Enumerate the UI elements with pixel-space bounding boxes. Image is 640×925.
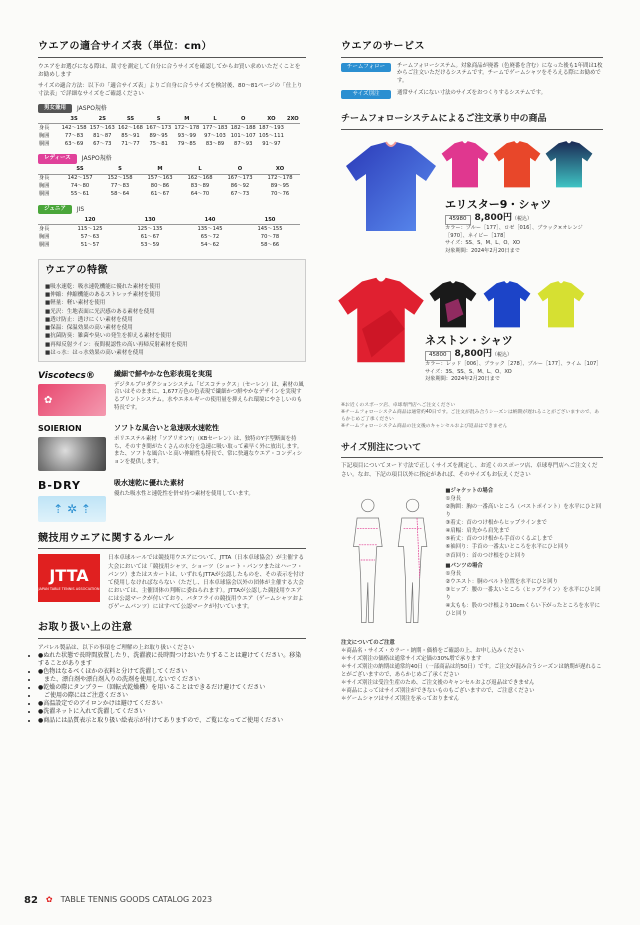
neston-sizes: サイズ：3S、SS、S、M、L、O、XO	[425, 368, 512, 375]
jacket-item: ⑥袖回り：手首の一番太いところを水平にひと回り	[445, 544, 569, 551]
page-number: 82	[24, 895, 38, 906]
size-cell: 80～86	[150, 183, 170, 190]
size-cell: 胸囲	[39, 183, 50, 190]
water-drop-icon: ⇡ ✲ ⇡	[38, 496, 106, 522]
handling-list	[38, 652, 306, 725]
size-cell: 57～63	[80, 233, 100, 240]
viscotecs-logo: Viscotecs® ✿	[38, 370, 106, 416]
size-row	[38, 174, 300, 183]
viscotecs-desc: デジタルプロダクションシステム「ビスコテックス」（セーレン）は、素材の風合いはそのままに、1,677万色の色表現で繊細かつ鮮やかなデザインを実現するプリントシステム。水やエネルギーの使用量を抑えられ環境にやさしいのも特長です。	[114, 381, 304, 412]
size-cell: 86～92	[230, 183, 250, 190]
size-cell: 83～89	[190, 183, 210, 190]
size-cell: 85～91	[121, 132, 140, 139]
size-cell: 172～178	[174, 124, 200, 131]
size-cell: 120	[60, 216, 120, 225]
jtta-logo: JTTA JAPAN TABLE TENNIS ASSOCIATION	[38, 554, 100, 602]
viscotecs-title: 繊細で鮮やかな色彩表現を実現	[114, 370, 212, 379]
size-cell: 157～163	[147, 175, 173, 182]
jacket-item: ⑦首回り：首のつけ根をひと回り	[445, 552, 526, 559]
men-size-block	[38, 104, 306, 148]
elister-code: 45980	[445, 215, 471, 224]
size-cell	[38, 166, 60, 175]
order-item: ＊商品名・サイズ・カラー・納期・価格をご確認の上、お申し込みください	[341, 647, 524, 654]
size-cell: 101～107	[230, 132, 256, 139]
size-cell: 2XO	[286, 115, 301, 124]
butterfly-icon: ✿	[44, 395, 53, 407]
size-cell: 83～89	[205, 140, 225, 147]
catalog-name: TABLE TENNIS GOODS CATALOG 2023	[60, 895, 213, 905]
elister-rose-shirt	[439, 138, 491, 190]
service-size-order	[341, 90, 603, 99]
pants-item: ①身長	[445, 570, 461, 577]
size-cell: 74～80	[70, 183, 90, 190]
size-cell: 67～73	[93, 140, 112, 147]
feature-item: ■再帰反射ライン：夜間視認性の高い再帰反射素材を使用	[45, 341, 188, 348]
size-row	[38, 233, 300, 241]
left-column	[38, 40, 306, 725]
size-cell: 135～145	[197, 225, 223, 232]
feature-item: ■光沢：生地表面に光沢感のある素材を使用	[45, 308, 155, 315]
elister-info	[445, 198, 603, 256]
size-row	[38, 241, 300, 249]
neston-info	[425, 334, 603, 385]
rule-title: 競技用ウエアに関するルール	[38, 532, 306, 550]
size-cell: S	[145, 115, 173, 124]
elister-sizes: サイズ：SS、S、M、L、O、XO	[445, 240, 520, 247]
size-cell: 58～66	[260, 241, 280, 248]
neston-name: ネストン・シャツ	[425, 333, 513, 347]
size-cell: 91～97	[262, 140, 281, 147]
men-standard: JASPO規格	[77, 104, 107, 112]
size-cell	[38, 115, 60, 124]
right-column	[341, 40, 603, 704]
handling-item: • ●商品には品質表示と取り扱い絵表示が付けてありますので、ご覧になってご使用ください	[38, 717, 306, 725]
handling-item: • ●洗濯ネットに入れて洗濯してください	[38, 708, 306, 716]
pants-item: ④太もも：股のつけ根より10cmくらい下がったところを水平にひと回り	[445, 603, 601, 618]
product-notes	[341, 402, 603, 431]
size-cell: 177～183	[202, 124, 228, 131]
elister-tax: （税込）	[511, 216, 532, 223]
size-header-row	[38, 216, 300, 225]
size-cell: 105～111	[258, 132, 284, 139]
size-cell: 162～168	[187, 175, 213, 182]
size-cell: 胸囲	[39, 233, 50, 240]
size-cell: 3S	[60, 115, 88, 124]
size-cell: M	[140, 166, 180, 175]
size-cell: O	[229, 115, 257, 124]
size-cell: 89～95	[270, 183, 290, 190]
size-cell: 胴囲	[39, 241, 50, 248]
handling-section	[38, 621, 306, 724]
ladies-standard: JASPO規格	[81, 155, 112, 163]
size-cell: 187～193	[258, 124, 284, 131]
feature-item: ■抗菌防臭：雑菌や臭いの発生を抑える素材を使用	[45, 333, 172, 340]
size-order-tag: サイズ別注	[341, 90, 391, 99]
size-cell: XO	[260, 166, 300, 175]
fiber-image	[38, 437, 106, 471]
size-header-row	[38, 115, 300, 124]
elister-blue-shirt	[341, 136, 441, 236]
handling-item: • ●高温設定でのアイロンかけは避けてください	[38, 700, 306, 708]
order-item: ＊商品によってはサイズ別注ができないものもございますので、ご注意ください	[341, 688, 535, 695]
size-cell: L	[180, 166, 220, 175]
size-cell: 145～155	[257, 225, 283, 232]
jacket-head: ■ジャケットの場合	[445, 487, 494, 494]
service-team-follow	[341, 63, 603, 86]
butterfly-logo-icon: ✿	[45, 895, 53, 905]
junior-size-table	[38, 216, 300, 249]
men-size-table	[38, 115, 300, 148]
pants-head: ■パンツの場合	[445, 562, 483, 569]
size-cell: 身長	[39, 225, 50, 232]
measure-area	[341, 485, 603, 635]
size-cell: 125～135	[137, 225, 163, 232]
size-cell: 89～95	[149, 132, 168, 139]
feature-item: ■軽量：軽い素材を使用	[45, 300, 106, 307]
size-cell: 55～61	[70, 191, 90, 198]
handling-intro: アパレル製品は、以下の事項をご理解の上お取り扱いください	[38, 644, 195, 651]
size-cell: 97～103	[204, 132, 226, 139]
neston-colors: カラー：レッド［006］、ブラック［278］、ブルー［177］、ライム［107］	[425, 360, 602, 367]
order-item: ＊サイズ別注の納期は通常約40日（一部商品は約50日）です。ご注文が混み合うシーズンは納期が遅れることがございますので、あらかじめご了承ください	[341, 663, 602, 679]
jacket-item: ③着丈：首のつけ根からヒップラインまで	[445, 520, 547, 527]
size-cell: 54～62	[200, 241, 220, 248]
feature-item: ■はっ水：はっ水効果の高い素材を使用	[45, 349, 144, 356]
elister-price: 8,800円	[474, 213, 512, 224]
neston-tax: （税込）	[491, 352, 512, 359]
custom-intro: 下記項目についてヌード寸法で正しくサイズを測定し、お近くのスポーツ店、卓球専門店へご注文ください。なお、下記の項目以外に指定があれば、そのサイズもお伝えください	[341, 463, 598, 478]
size-cell: 61～67	[150, 191, 170, 198]
size-cell: 142～157	[67, 175, 93, 182]
service-title: ウエアのサービス	[341, 40, 603, 58]
handling-title: お取り扱い上の注意	[38, 621, 306, 639]
neston-blue-shirt	[481, 278, 533, 330]
soierion-logo: SOIERION	[38, 424, 106, 471]
size-cell: 胴囲	[39, 191, 50, 198]
elister-name: エリスター9・シャツ	[445, 197, 552, 211]
soierion-desc: ポリエステル素材「ソアリオンY」（KBセーレン）は、独特のY字型断面を持ち、そのすき間がたくさんの水分を急速に吸い取って素早く外に放出します。また、ソフトな風合いと高い伸縮性も特長で、常に快適なウエア・コンディションを提供します。	[114, 435, 303, 466]
jacket-item: ②胸囲：胸の一番高いところ（バストポイント）を水平にひと回り	[445, 503, 602, 518]
size-cell: 身長	[39, 124, 50, 131]
product-title: チームフォローシステムによるご注文承り中の商品	[341, 113, 603, 129]
jacket-item: ⑤裄丈：首のつけ根から手首のくるぶしまで	[445, 536, 553, 543]
size-cell: 2S	[88, 115, 116, 124]
jacket-item: ①身長	[445, 495, 461, 502]
size-cell: 61～67	[140, 233, 160, 240]
size-table-title: ウエアの適合サイズ表（単位：cm）	[38, 40, 306, 58]
size-cell: 70～78	[260, 233, 280, 240]
neston-black-shirt	[427, 278, 479, 330]
team-follow-tag: チームフォロー	[341, 63, 391, 72]
ladies-badge: レディース	[38, 154, 77, 163]
neston-price: 8,800円	[454, 349, 492, 360]
elister-colors: カラー：ブルー［177］、ロゼ［016］、ブラック×オレンジ［970］、ネイビー［178］	[445, 224, 583, 239]
size-cell: 身長	[39, 175, 50, 182]
size-row	[38, 225, 300, 234]
size-cell	[286, 140, 301, 148]
neston-red-shirt	[331, 272, 431, 367]
size-cell: 70～76	[270, 191, 290, 198]
handling-item: • ご使用の際にはご注意ください	[38, 692, 306, 700]
size-order-text: 通常サイズにない寸法のサイズをおつくりするシステムです。	[397, 89, 547, 96]
size-cell: 172～178	[267, 175, 293, 182]
handling-item: • また、漂白剤や漂白剤入りの洗剤を使用しないでください	[38, 676, 306, 684]
size-cell: 150	[240, 216, 300, 225]
size-cell: 77～83	[64, 132, 84, 139]
features-list	[45, 283, 299, 357]
size-cell	[286, 124, 301, 133]
tech-soierion	[38, 424, 306, 471]
size-cell: 67～73	[230, 191, 250, 198]
body-diagram	[341, 485, 439, 635]
size-row	[38, 132, 300, 140]
jacket-list	[445, 495, 603, 560]
order-item: ＊サイズ別注は受注生産のため、ご注文後のキャンセルおよび返品はできません	[341, 680, 535, 687]
order-notes	[341, 639, 603, 704]
size-cell: 167～173	[146, 124, 172, 131]
pants-item: ③ヒップ：腰の一番太いところ（ヒップライン）を水平にひと回り	[445, 586, 601, 602]
size-cell: 115～125	[77, 225, 103, 232]
handling-item: • ●色物はなるべくほかの衣料と分けて洗濯してください	[38, 668, 306, 676]
features-box	[38, 259, 306, 362]
size-cell: 93～99	[177, 132, 197, 139]
junior-standard: JIS	[76, 205, 85, 213]
size-cell: 75～81	[149, 140, 168, 147]
size-cell: 58～64	[110, 191, 130, 198]
size-cell: XO	[257, 115, 285, 124]
bdry-desc: 優れた吸水性と速乾性を併せ持つ素材を使用しています。	[114, 490, 254, 497]
neston-code: 45800	[425, 351, 451, 360]
size-cell: 64～70	[190, 191, 210, 198]
rule-section	[38, 532, 306, 611]
feature-item: ■透け防止：透けにくい素材を使用	[45, 316, 133, 323]
size-cell: 65～72	[200, 233, 220, 240]
order-item: ＊サイズ別注の価格は通常サイズ定価の30%増で承ります	[341, 655, 482, 662]
neston-period: 対象期間：2024年2月20日まで	[425, 376, 500, 383]
order-item: ＊ゲームシャツはサイズ別注を承っておりません	[341, 696, 460, 703]
rule-text: 日本卓球ルールでは競技用ウエアについて、JTTA（日本卓球協会）が主催する大会においては「競技用シャツ、ショーツ（ショート・パンツまたはハーフ・パンツ）またはスカートは、いずれもJTTAが公認したものを、その表示を付けて使用しなければならない（ただし、日本卓球協会以外の団体が主催する大会においては、主催団体の判断に委ねられます）。JTTAが公認した競技用ウエアには公認マークが付いており、バタフライの競技用ウエア（ゲームシャツおよびゲームパンツ）にはすべて公認マークが付いています。	[108, 555, 305, 611]
size-row	[38, 140, 300, 148]
soierion-title: ソフトな風合いと急速吸水速乾性	[114, 424, 219, 433]
measure-list	[445, 485, 603, 635]
custom-title: サイズ別注について	[341, 442, 603, 458]
junior-size-block	[38, 205, 306, 249]
size-cell: 162～168	[117, 124, 143, 131]
size-cell: 51～57	[80, 241, 100, 248]
size-cell: 77～83	[110, 183, 130, 190]
feature-item: ■保温：保温効果の高い素材を使用	[45, 325, 133, 332]
bdry-title: 吸水速乾に優れた素材	[114, 479, 184, 488]
note-item: ※お近くのスポーツ店、卓球専門店へご注文ください	[341, 402, 456, 408]
size-cell: SS	[60, 166, 100, 175]
size-row	[38, 183, 300, 191]
elister-navy-shirt	[543, 138, 595, 190]
pants-item: ②ウエスト：胴のベルト位置を水平にひと回り	[445, 578, 559, 585]
size-cell: 182～188	[230, 124, 256, 131]
elister-period: 対象期間：2024年2月20日まで	[445, 248, 520, 255]
pants-list	[445, 570, 603, 619]
order-head: 注文についてのご注意	[341, 639, 395, 646]
bdry-logo: B-DRY ⇡ ✲ ⇡	[38, 479, 106, 522]
size-cell	[38, 216, 60, 225]
size-cell: 胴囲	[39, 140, 50, 147]
feature-item: ■伸縮：伸縮機能のあるストレッチ素材を使用	[45, 292, 161, 299]
page-footer	[24, 894, 212, 908]
handling-item: • ●ぬれた状態で長時間放置したり、洗濯液に長時間つけおいたりすることは避けてください。移染することがあります	[38, 652, 306, 668]
size-cell: 142～158	[61, 124, 87, 131]
jacket-item: ④肩幅：肩先から肩先まで	[445, 528, 510, 535]
size-cell: S	[100, 166, 140, 175]
size-cell: 157～163	[89, 124, 115, 131]
size-cell: 167～173	[227, 175, 253, 182]
handling-item: • ●乾燥の際にタンブラー（回転式乾燥機）を用いることはできるだけ避けてください	[38, 684, 306, 692]
size-header-row	[38, 166, 300, 175]
size-cell: 87～93	[234, 140, 253, 147]
size-cell: 63～69	[64, 140, 84, 147]
size-cell: 71～77	[121, 140, 140, 147]
neston-lime-shirt	[535, 278, 587, 330]
order-list	[341, 647, 603, 704]
viscotecs-swatch	[38, 384, 106, 416]
ladies-size-block	[38, 154, 306, 198]
size-cell: M	[173, 115, 201, 124]
size-row	[38, 191, 300, 199]
size-cell: 胸囲	[39, 132, 50, 139]
features-title: ウエアの特徴	[45, 265, 108, 277]
tech-bdry	[38, 479, 306, 522]
men-badge: 男女兼用	[38, 104, 72, 113]
size-cell: 81～87	[93, 132, 112, 139]
size-intro-1: ウエアをお選びになる際は、裁寸を測定して自分に合うサイズを確認してからお買い求めいただくことをお勧めします	[38, 63, 301, 78]
size-cell: O	[220, 166, 260, 175]
tech-viscotecs	[38, 370, 306, 416]
size-cell	[286, 132, 301, 140]
elister-orange-shirt	[491, 138, 543, 190]
feature-item: ■吸水速乾：吸水速乾機能に優れた素材を使用	[45, 283, 161, 290]
team-follow-text: チームフォローシステム。対象商品が廃番（色廃番を含む）になった後も1年間は1枚からご注文いただけるシステムです。チームでゲームシャツをそろえる際にお勧めです。	[397, 62, 603, 85]
size-cell: 152～158	[107, 175, 133, 182]
size-cell: SS	[116, 115, 144, 124]
note-item: ※チームフォローシステム商品は通常約40日です。ご注文が混み合うシーズンは納期が遅れることがございますので、あらかじめご了承ください	[341, 409, 600, 422]
note-item: ※チームフォローシステム商品の注文後のキャンセルおよび返品はできません	[341, 424, 508, 430]
size-cell: 79～85	[177, 140, 197, 147]
products-area	[341, 136, 603, 396]
size-intro-2: サイズの適合方法：以下の「適合サイズ表」よりご自身に合うサイズを検討後、80～81ページの「仕上り寸法表」で詳細なサイズをご確認ください	[38, 82, 303, 97]
size-cell: 130	[120, 216, 180, 225]
ladies-size-table	[38, 166, 300, 199]
size-cell: L	[201, 115, 229, 124]
size-row	[38, 124, 300, 133]
size-cell: 140	[180, 216, 240, 225]
junior-badge: ジュニア	[38, 205, 72, 214]
size-cell: 53～59	[140, 241, 160, 248]
